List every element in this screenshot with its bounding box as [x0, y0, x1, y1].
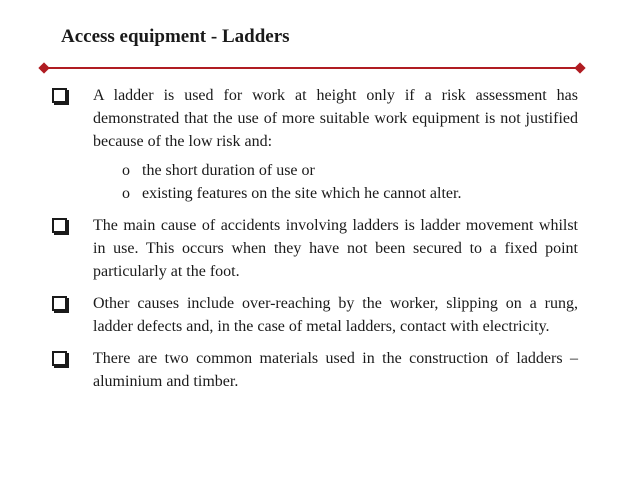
divider-line — [44, 67, 580, 69]
bullet-item — [48, 84, 578, 205]
bullet-list — [48, 84, 578, 402]
bullet-item — [48, 214, 578, 283]
bullet-item — [48, 347, 578, 393]
title-divider — [40, 63, 584, 73]
sub-bullet-item — [122, 159, 578, 182]
sub-bullet-text: existing features on the site which he cannot alter. — [142, 185, 462, 202]
checkbox-square-icon — [52, 296, 67, 311]
bullet-text: Other causes include over-reaching by the worker, slipping on a rung, ladder defects and, in the case of metal ladders, contact with electricity. — [93, 295, 578, 335]
checkbox-square-icon — [52, 88, 67, 103]
divider-diamond-icon-right — [574, 62, 585, 73]
sub-bullet-marker: o — [122, 162, 130, 179]
sub-bullet-marker: o — [122, 185, 130, 202]
checkbox-square-icon — [52, 351, 67, 366]
sub-bullet-text: the short duration of use or — [142, 162, 315, 179]
bullet-text: A ladder is used for work at height only if a risk assessment has demonstrated that the use of more suitable work equipment is not justified because of the low risk and: — [93, 87, 578, 150]
bullet-text: The main cause of accidents involving ladders is ladder movement whilst in use. This occurs when they have not been secured to a fixed point particularly at the foot. — [93, 217, 578, 280]
slide-title: Access equipment - Ladders — [61, 26, 290, 47]
sub-bullet-list — [93, 159, 578, 205]
sub-bullet-item — [122, 182, 578, 205]
divider-diamond-icon-left — [38, 62, 49, 73]
checkbox-square-icon — [52, 218, 67, 233]
bullet-text: There are two common materials used in the construction of ladders – aluminium and timber. — [93, 350, 578, 390]
bullet-item — [48, 292, 578, 338]
